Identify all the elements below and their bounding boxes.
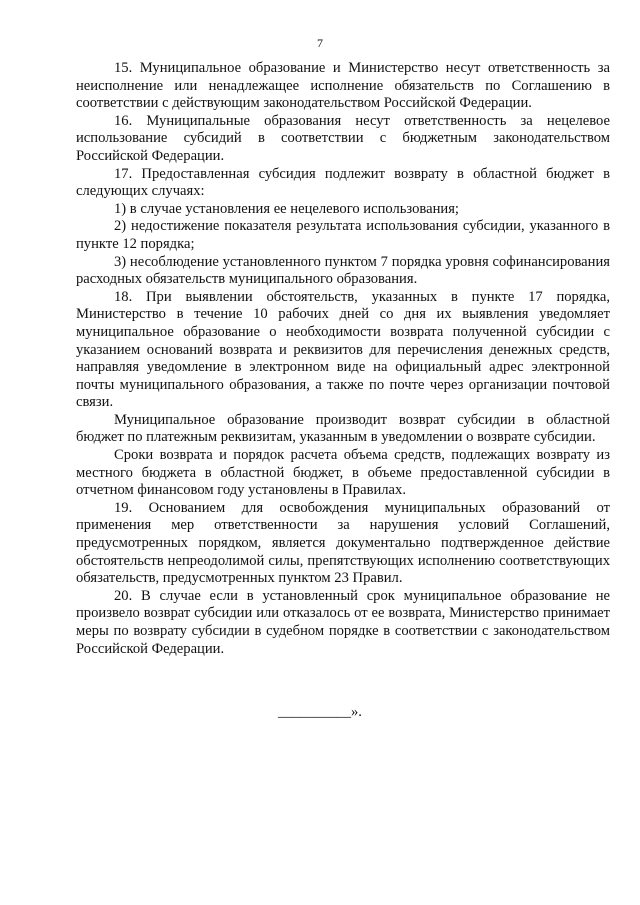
paragraph-15: 15. Муниципальное образование и Министерство несут ответственность за неисполнение или ненадлежащее исполнение обязательств по Соглашению в соответствии с действующим законодательством Российской Федерации. [76, 60, 610, 112]
paragraph-20: 20. В случае если в установленный срок муниципальное образование не произвело возврат субсидии или отказалось от ее возврата, Министерство принимает меры по возврату субсидии в судебном порядке в соответствии с законодательством Российской Федерации. [76, 587, 610, 657]
paragraph-19: 19. Основанием для освобождения муниципальных образований от применения мер ответственности за нарушения условий Соглашений, предусмотренных порядком, является документально подтвержденное действие обстоятельств непреодолимой силы, препятствующих исполнению соответствующих обязательств, предусмотренных пунктом 23 Правил. [76, 499, 610, 587]
paragraph-18: 18. При выявлении обстоятельств, указанных в пункте 17 порядка, Министерство в течение 10 рабочих дней со дня их выявления уведомляет муниципальное образование о необходимости возврата полученной субсидии с указанием оснований возврата и реквизитов для перечисления денежных средств, направляя уведомление в электронном виде на официальный адрес электронной почты муниципального образования, а также по почте через организации почтовой связи. [76, 288, 610, 411]
paragraph-16: 16. Муниципальные образования несут ответственность за нецелевое использование субсидий в соответствии с бюджетным законодательством Российской Федерации. [76, 112, 610, 164]
paragraph-17-item-3: 3) несоблюдение установленного пунктом 7 порядка уровня софинансирования расходных обязательств муниципального образования. [76, 253, 610, 288]
paragraph-18-terms: Сроки возврата и порядок расчета объема средств, подлежащих возврату из местного бюджета в областной бюджет, в объеме предоставленной субсидии в отчетном финансовом году установлены в Правилах. [76, 447, 610, 499]
page-number: 7 [317, 36, 323, 50]
paragraph-17-item-2: 2) недостижение показателя результата использования субсидии, указанного в пункте 12 порядка; [76, 218, 610, 252]
closing-mark: __________». [278, 704, 362, 720]
paragraph-17-item-1: 1) в случае установления ее нецелевого использования; [114, 200, 459, 217]
paragraph-18-refund: Муниципальное образование производит возврат субсидии в областной бюджет по платежным реквизитам, указанным в уведомлении о возврате субсидии. [76, 411, 610, 446]
document-body [76, 60, 610, 658]
paragraph-17: 17. Предоставленная субсидия подлежит возврату в областной бюджет в следующих случаях: [76, 165, 610, 200]
